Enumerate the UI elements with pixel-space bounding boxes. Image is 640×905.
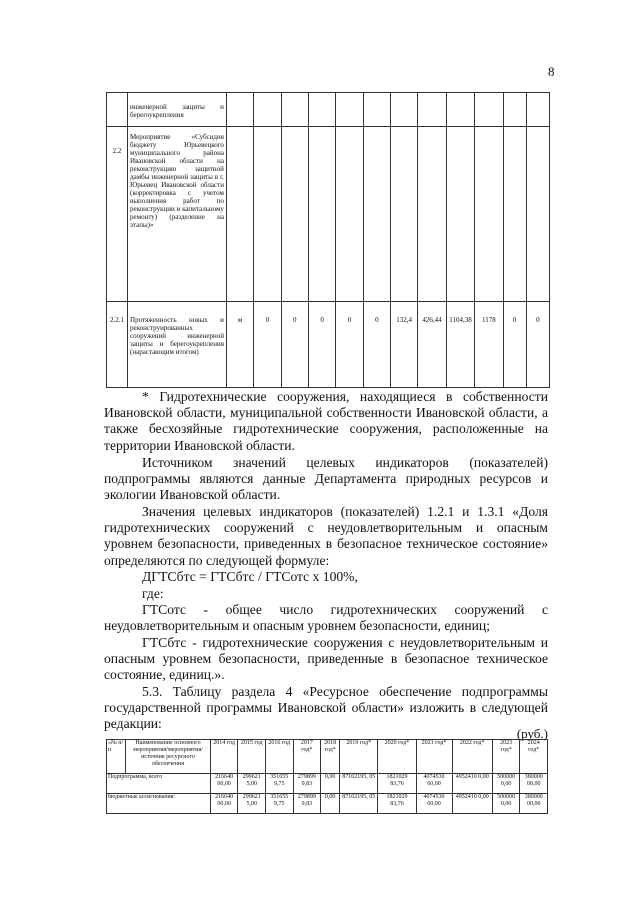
page-number: 8 [548,64,555,79]
row-text: инженерной защиты и берегоукрепления [128,93,227,127]
formula: ДГТСбтс = ГТСбтс / ГТСотс х 100%, [142,569,358,584]
value-cell: 0 [503,302,526,388]
table-row [107,93,550,127]
unit-cell: м [226,302,253,388]
value-cell: 299621 5,00 [238,774,266,794]
column-header: «№ п/п [107,740,126,774]
value-cell: 279899 9,83 [293,774,321,794]
column-header: 2016 год [266,740,294,774]
value-cell: 0 [363,302,390,388]
column-header: 2018 год* [321,740,340,774]
source-paragraph: Источником значений целевых индикаторов (показателей) подпрограммы являются данные Департамента природных ресурсов и экологии Ивановской области. [104,455,548,503]
value-cell: 87102195, 05 [340,774,378,794]
table-row [107,302,550,388]
value-cell: 1178 [475,302,503,388]
value-cell: 380000 00,00 [520,774,548,794]
column-header: 2015 год [238,740,266,774]
value-cell: 279899 9,83 [293,794,321,814]
value-cell: 351655 9,75 [266,774,294,794]
value-cell: 0 [526,302,549,388]
gtsbts-paragraph: ГТСбтс - гидротехнические сооружения с неудовлетворительным и опасным уровнем безопасности, приведенные в безопасное техническое состояние, единиц.». [104,635,548,683]
value-cell: 0,00 [321,794,340,814]
column-header: 2024 год* [520,740,548,774]
column-header: Наименование основного мероприятия/мероприятия/ источник ресурсного обеспечения [126,740,211,774]
value-cell: 0 [254,302,281,388]
value-cell: 1821029 83,76 [378,774,416,794]
resource-table [106,739,548,814]
row-text: Протяженность новых и реконструированных сооружений инженерной защиты и берегоукрепления (нарастающим итогом) [128,302,227,388]
value-cell: 0,00 [321,774,340,794]
row-text: Мероприятие «Субсидия бюджету Юрьевецкого муниципального района Ивановской области на реконструкцию защитной дамбы инженерной защиты в г. Юрьевец Ивановской области (корректировка с учетом выполнения работ по реконструкции и капитальному ремонту) (разделение на этапы)» [128,127,227,302]
value-cell: 351655 9,75 [266,794,294,814]
value-cell: 216640 00,00 [210,794,238,814]
column-header: 2020 год* [378,740,416,774]
value-cell: 299621 5,00 [238,794,266,814]
value-cell: 1821029 83,76 [378,794,416,814]
value-cell: 4952410 0,00 [452,794,492,814]
value-cell: 500000 0,00 [492,794,520,814]
row-label: бюджетные ассигнования: [107,794,211,814]
indicators-table [106,92,550,388]
value-cell: 4074530 60,00 [416,794,452,814]
currency-unit: (руб.) [516,726,548,741]
table-row [107,794,548,814]
value-cell: 500000 0,00 [492,774,520,794]
row-number: 2.2 [107,127,128,302]
value-cell: 87102195, 05 [340,794,378,814]
row-label: Подпрограмма, всего [107,774,211,794]
value-cell: 0 [281,302,308,388]
column-header: 2023 год* [492,740,520,774]
value-cell: 4074530 60,00 [416,774,452,794]
column-header: 2017 год* [293,740,321,774]
values-paragraph: Значения целевых индикаторов (показателей) 1.2.1 и 1.3.1 «Доля гидротехнических сооружений с неудовлетворительным и опасным уровнем безопасности, приведенных в безопасное техническое состояние» определяются по следующей формуле: [104,504,548,568]
column-header: 2019 год* [340,740,378,774]
value-cell: 4952410 0,00 [452,774,492,794]
value-cell: 0 [308,302,335,388]
column-header: 2022 год* [452,740,492,774]
value-cell: 0 [336,302,363,388]
where-label: где: [142,586,164,601]
column-header: 2014 год [210,740,238,774]
table-row [107,127,550,302]
item-5-3-paragraph: 5.3. Таблицу раздела 4 «Ресурсное обеспечение подпрограммы государственной программы Ивановской области» изложить в следующей редакции: [104,684,548,732]
value-cell: 132,4 [391,302,418,388]
table-row [107,774,548,794]
value-cell: 426,44 [418,302,446,388]
value-cell: 216640 00,00 [210,774,238,794]
table-header-row [107,740,548,774]
gtsots-paragraph: ГТСотс - общее число гидротехнических сооружений с неудовлетворительным и опасным уровнем безопасности, единиц; [104,602,548,634]
value-cell: 380000 00,00 [520,794,548,814]
value-cell: 1104,38 [446,302,474,388]
footnote-paragraph: * Гидротехнические сооружения, находящиеся в собственности Ивановской области, муниципальной собственности Ивановской области, а также бесхозяйные гидротехнические сооружения, расположенные на территории Ивановской области. [104,389,548,453]
row-number: 2.2.1 [107,302,128,388]
column-header: 2021 год* [416,740,452,774]
